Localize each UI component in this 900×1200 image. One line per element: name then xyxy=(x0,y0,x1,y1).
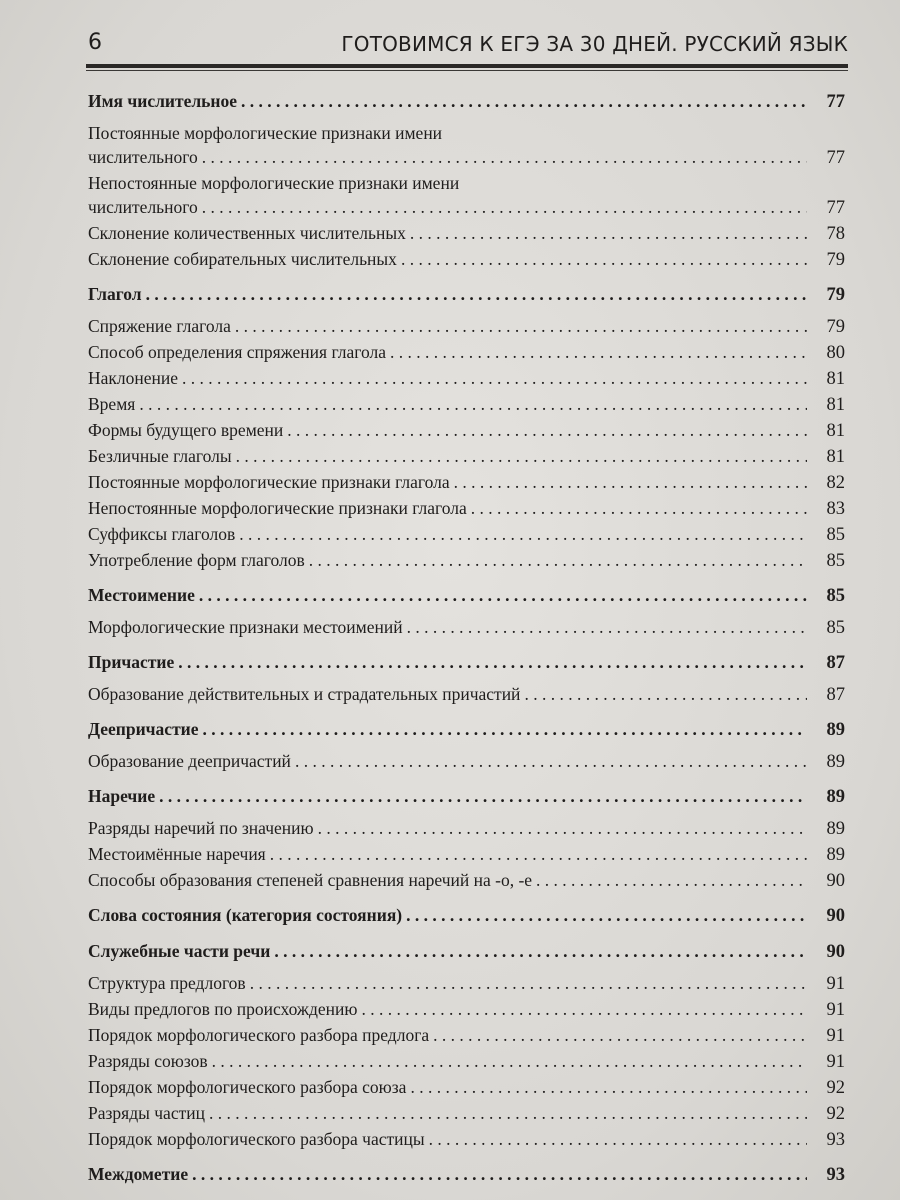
toc-entry xyxy=(88,1023,845,1048)
entry-title: Морфологические признаки местоимений xyxy=(88,617,403,637)
entry-page: 77 xyxy=(826,198,845,218)
toc-entry-row xyxy=(88,496,845,521)
entry-title: Разряды наречий по значению xyxy=(88,818,314,838)
entry-page: 78 xyxy=(826,224,845,244)
toc-entry xyxy=(88,121,845,170)
entry-page: 92 xyxy=(826,1078,845,1098)
dot-leader xyxy=(433,1023,807,1047)
dot-leader xyxy=(309,548,807,572)
dot-leader xyxy=(318,816,807,840)
entry-title: Время xyxy=(88,394,136,414)
entry-title: Разряды союзов xyxy=(88,1051,208,1071)
dot-leader xyxy=(390,340,807,364)
dot-leader xyxy=(199,582,807,608)
entry-page: 80 xyxy=(826,343,845,363)
toc-section xyxy=(88,783,845,893)
entry-page: 77 xyxy=(826,92,845,112)
entry-title: Порядок морфологического разбора союза xyxy=(88,1077,407,1097)
dot-leader xyxy=(202,195,807,219)
dot-leader xyxy=(239,522,807,546)
section-heading xyxy=(88,902,845,929)
toc-entry-row xyxy=(88,816,845,841)
dot-leader xyxy=(406,902,807,928)
entry-page: 81 xyxy=(826,421,845,441)
entry-title: Порядок морфологического разбора предлога xyxy=(88,1025,430,1045)
entry-title: числительного xyxy=(88,147,198,167)
dot-leader xyxy=(212,1049,807,1073)
toc-section xyxy=(88,281,845,573)
dot-leader xyxy=(407,615,807,639)
toc-entry-row xyxy=(88,971,845,996)
entry-page: 79 xyxy=(826,317,845,337)
entry-page: 92 xyxy=(826,1104,845,1124)
toc-entry xyxy=(88,615,845,640)
entry-title: Непостоянные морфологические признаки глагола xyxy=(88,498,467,518)
toc-entry xyxy=(88,340,845,365)
entry-page: 89 xyxy=(826,720,845,740)
toc-section xyxy=(88,1161,845,1188)
entry-title: Склонение собирательных числительных xyxy=(88,249,397,269)
section-heading xyxy=(88,716,845,743)
entry-title: Структура предлогов xyxy=(88,973,246,993)
entry-page: 81 xyxy=(826,395,845,415)
toc-entry-row xyxy=(88,247,845,272)
entry-page: 93 xyxy=(826,1165,845,1185)
dot-leader xyxy=(241,88,807,114)
entry-title: Слова состояния (категория состояния) xyxy=(88,905,403,925)
toc-entry-row xyxy=(88,470,845,495)
toc-entry xyxy=(88,749,845,774)
toc-entry-row xyxy=(88,340,845,365)
entry-page: 89 xyxy=(826,845,845,865)
dot-leader xyxy=(524,682,807,706)
dot-leader xyxy=(236,444,807,468)
toc-entry-row xyxy=(88,1101,845,1126)
toc-entry xyxy=(88,1049,845,1074)
entry-page: 79 xyxy=(826,285,845,305)
entry-page: 85 xyxy=(826,525,845,545)
toc-entry-row xyxy=(88,1075,845,1100)
toc-entry xyxy=(88,314,845,339)
toc-entry-row xyxy=(88,1049,845,1074)
entry-page: 91 xyxy=(826,1052,845,1072)
entry-page: 91 xyxy=(826,1000,845,1020)
toc-section xyxy=(88,902,845,929)
entry-title: Имя числительное xyxy=(88,91,238,111)
dot-leader xyxy=(209,1101,807,1125)
entry-page: 90 xyxy=(826,942,845,962)
toc-entry xyxy=(88,1101,845,1126)
toc-entry-row xyxy=(88,221,845,246)
entry-title: Употребление форм глаголов xyxy=(88,550,305,570)
entry-title: Виды предлогов по происхождению xyxy=(88,999,358,1019)
toc-entry xyxy=(88,868,845,893)
entry-title: Местоимённые наречия xyxy=(88,844,266,864)
dot-leader xyxy=(274,938,807,964)
entry-page: 79 xyxy=(826,250,845,270)
entry-title: Образование действительных и страдательных причастий xyxy=(88,684,521,704)
entry-title: Причастие xyxy=(88,652,175,672)
entry-page: 81 xyxy=(826,369,845,389)
dot-leader xyxy=(410,221,807,245)
entry-title: Формы будущего времени xyxy=(88,420,284,440)
header-rule-thick xyxy=(86,64,848,68)
toc-entry xyxy=(88,171,845,220)
toc-entry xyxy=(88,418,845,443)
table-of-contents xyxy=(88,88,845,1197)
dot-leader xyxy=(471,496,807,520)
entry-title: Местоимение xyxy=(88,585,195,605)
toc-entry-row xyxy=(88,997,845,1022)
dot-leader xyxy=(270,842,807,866)
entry-page: 89 xyxy=(826,819,845,839)
section-heading xyxy=(88,1161,845,1188)
entry-title-line: Непостоянные морфологические признаки имени xyxy=(88,173,460,193)
toc-entry-row xyxy=(88,1023,845,1048)
entry-title: Спряжение глагола xyxy=(88,316,231,336)
entry-title: Способ определения спряжения глагола xyxy=(88,342,387,362)
entry-title: Наречие xyxy=(88,786,156,806)
toc-entry xyxy=(88,816,845,841)
dot-leader xyxy=(536,868,807,892)
dot-leader xyxy=(250,971,807,995)
toc-entry xyxy=(88,221,845,246)
section-heading xyxy=(88,938,845,965)
toc-section xyxy=(88,649,845,707)
toc-entry xyxy=(88,1127,845,1152)
entry-page: 82 xyxy=(826,473,845,493)
entry-title: Склонение количественных числительных xyxy=(88,223,406,243)
toc-entry-row xyxy=(88,418,845,443)
toc-entry-row xyxy=(88,548,845,573)
toc-entry xyxy=(88,366,845,391)
toc-section xyxy=(88,88,845,272)
entry-page: 85 xyxy=(826,586,845,606)
entry-title: числительного xyxy=(88,197,198,217)
toc-entry-row xyxy=(88,314,845,339)
entry-title: Деепричастие xyxy=(88,719,199,739)
running-header xyxy=(88,30,848,60)
entry-page: 89 xyxy=(826,787,845,807)
entry-title: Способы образования степеней сравнения наречий на -о, -е xyxy=(88,870,533,890)
dot-leader xyxy=(192,1161,807,1187)
entry-page: 87 xyxy=(826,685,845,705)
dot-leader xyxy=(159,783,807,809)
dot-leader xyxy=(429,1127,807,1151)
entry-page: 91 xyxy=(826,974,845,994)
entry-title: Образование деепричастий xyxy=(88,751,291,771)
entry-page: 89 xyxy=(826,752,845,772)
entry-title: Междометие xyxy=(88,1164,189,1184)
toc-entry xyxy=(88,496,845,521)
entry-page: 81 xyxy=(826,447,845,467)
entry-page: 83 xyxy=(826,499,845,519)
entry-title: Глагол xyxy=(88,284,142,304)
dot-leader xyxy=(178,649,807,675)
section-heading xyxy=(88,88,845,115)
entry-page: 77 xyxy=(826,148,845,168)
toc-entry xyxy=(88,470,845,495)
entry-title: Порядок морфологического разбора частицы xyxy=(88,1129,425,1149)
toc-entry-row xyxy=(88,145,845,170)
dot-leader xyxy=(410,1075,807,1099)
toc-entry xyxy=(88,997,845,1022)
dot-leader xyxy=(146,281,807,307)
toc-section xyxy=(88,716,845,774)
toc-section xyxy=(88,582,845,640)
dot-leader xyxy=(182,366,807,390)
dot-leader xyxy=(295,749,807,773)
entry-title: Постоянные морфологические признаки глагола xyxy=(88,472,450,492)
toc-entry-row xyxy=(88,522,845,547)
dot-leader xyxy=(202,145,807,169)
section-heading xyxy=(88,649,845,676)
dot-leader xyxy=(401,247,807,271)
toc-entry-row xyxy=(88,444,845,469)
toc-entry-row xyxy=(88,392,845,417)
dot-leader xyxy=(361,997,807,1021)
toc-entry xyxy=(88,971,845,996)
toc-entry xyxy=(88,842,845,867)
dot-leader xyxy=(454,470,807,494)
section-heading xyxy=(88,783,845,810)
toc-entry-row xyxy=(88,842,845,867)
section-heading xyxy=(88,582,845,609)
entry-page: 87 xyxy=(826,653,845,673)
toc-entry xyxy=(88,392,845,417)
entry-title: Служебные части речи xyxy=(88,941,271,961)
toc-entry-row xyxy=(88,749,845,774)
entry-page: 85 xyxy=(826,618,845,638)
toc-entry-row xyxy=(88,1127,845,1152)
entry-title: Суффиксы глаголов xyxy=(88,524,236,544)
toc-entry xyxy=(88,522,845,547)
entry-page: 90 xyxy=(826,871,845,891)
header-rule-thin xyxy=(86,70,848,71)
entry-page: 85 xyxy=(826,551,845,571)
dot-leader xyxy=(235,314,807,338)
toc-entry-row xyxy=(88,366,845,391)
entry-page: 91 xyxy=(826,1026,845,1046)
toc-entry-row xyxy=(88,682,845,707)
section-heading xyxy=(88,281,845,308)
toc-section xyxy=(88,938,845,1152)
toc-entry xyxy=(88,444,845,469)
toc-entry-row xyxy=(88,195,845,220)
toc-entry-row xyxy=(88,868,845,893)
dot-leader xyxy=(203,716,807,742)
entry-title: Разряды частиц xyxy=(88,1103,205,1123)
running-title: ГОТОВИМСЯ К ЕГЭ ЗА 30 ДНЕЙ. РУССКИЙ ЯЗЫК xyxy=(341,32,848,56)
entry-page: 90 xyxy=(826,906,845,926)
page-number: 6 xyxy=(88,30,102,55)
toc-entry xyxy=(88,247,845,272)
entry-title: Безличные глаголы xyxy=(88,446,232,466)
toc-entry xyxy=(88,682,845,707)
entry-page: 93 xyxy=(826,1130,845,1150)
toc-entry xyxy=(88,1075,845,1100)
entry-title: Наклонение xyxy=(88,368,179,388)
dot-leader xyxy=(287,418,807,442)
toc-entry-row xyxy=(88,615,845,640)
dot-leader xyxy=(139,392,807,416)
entry-title-line: Постоянные морфологические признаки имени xyxy=(88,123,443,143)
toc-entry xyxy=(88,548,845,573)
